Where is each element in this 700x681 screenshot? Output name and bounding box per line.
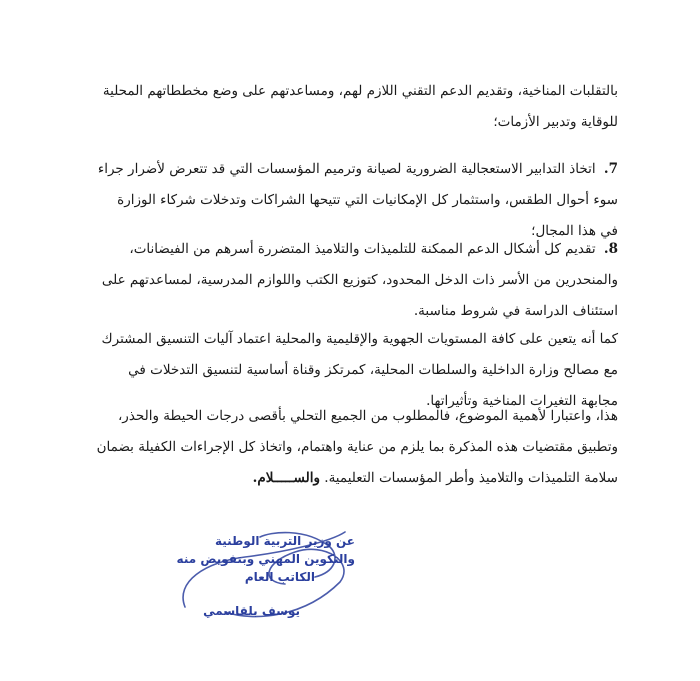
closing-salutation: والســـــلام. [252,470,320,486]
list-item-8 [96,234,618,327]
item-text: اتخاذ التدابير الاستعجالية الضرورية لصيانة وترميم المؤسسات التي قد تتعرض لأضرار جراء سوء أحوال الطقس، واستثمار كل الإمكانيات التي تتيحها الشراكات وتدخلات شركاء الوزارة في هذا المجال؛ [97,161,618,239]
item-text: تقديم كل أشكال الدعم الممكنة للتلميذات والتلاميذ المتضررة أسرهم من الفيضانات، والمنحدرين من الأسر ذات الدخل المحدود، كتوزيع الكتب واللوازم المدرسية، لمساعدتهم على استئناف الدراسة في شروط مناسبة. [101,241,618,319]
item-number: 7. [603,161,618,177]
handwritten-signature [165,522,365,632]
continuation-text: بالتقلبات المناخية، وتقديم الدعم التقني اللازم لهم، ومساعدتهم على وضع مخططاتهم المحلية للوقاية وتدبير الأزمات؛ [102,83,618,130]
coordination-text: كما أنه يتعين على كافة المستويات الجهوية والإقليمية والمحلية اعتماد آليات التنسيق المشترك مع مصالح وزارة الداخلية والسلطات المحلية، كمرتكز وقناة أساسية لتنسيق التدخلات في مجابهة التغيرات المناخية وتأثيراتها. [101,331,618,409]
final-paragraph [96,401,618,494]
stamp-line-1: عن وزير التربية الوطنية [214,534,355,548]
stamp-line-2: والتكوين المهني وبتفويض منه [176,552,355,566]
item-number: 8. [603,241,618,257]
final-text: هذا، واعتبارا لأهمية الموضوع، فالمطلوب من الجميع التحلي بأقصى درجات الحيطة والحذر، وتطبيق مقتضيات هذه المذكرة بما يلزم من عناية واهتمام، واتخاذ كل الإجراءات الكفيلة بضمان سلامة التلميذات والتلاميذ وأطر المؤسسات التعليمية. [96,408,618,486]
stamp-line-4: يوسف بلقاسمي [203,604,300,618]
stamp-line-3: الكاتب العام [244,570,315,584]
continuation-paragraph [96,76,618,138]
